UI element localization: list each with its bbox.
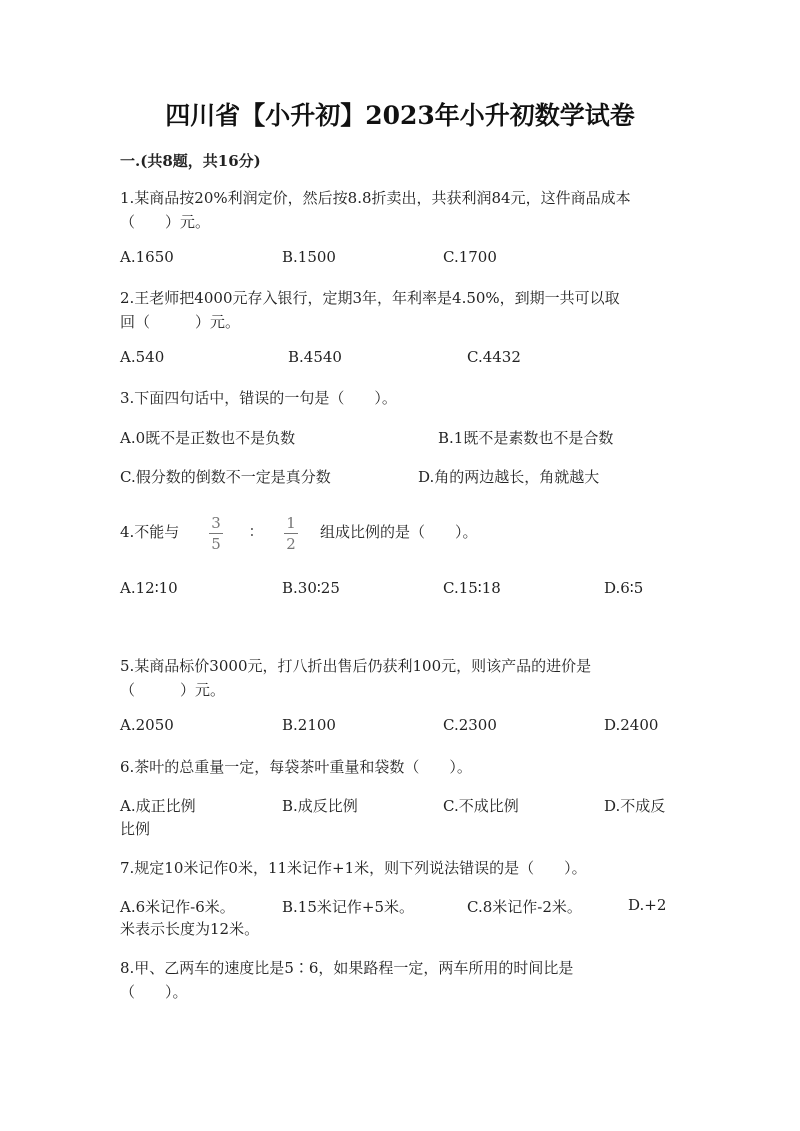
fraction-2-bar <box>284 533 298 534</box>
question-1-line2: （ ）元。 <box>120 213 211 231</box>
question-4-option-d[interactable]: D.6∶5 <box>604 579 644 597</box>
question-4-prefix: 4.不能与 <box>120 523 180 541</box>
question-7-option-d[interactable]: D.+2 <box>628 896 667 914</box>
question-3-option-d[interactable]: D.角的两边越长，角就越大 <box>418 468 600 486</box>
question-6-option-b[interactable]: B.成反比例 <box>282 797 358 815</box>
page-title: 四川省【小升初】2023年小升初数学试卷 <box>165 101 635 130</box>
fraction-2-numerator: 1 <box>286 514 296 532</box>
question-6-option-d-wrap: 比例 <box>120 820 151 838</box>
question-7-option-d-wrap: 米表示长度为12米。 <box>120 920 260 938</box>
fraction-one-half <box>284 514 298 553</box>
question-1-options <box>120 248 680 272</box>
question-8 <box>120 956 680 1004</box>
question-2-options <box>120 348 680 372</box>
question-5 <box>120 654 680 702</box>
fraction-1-denominator: 5 <box>211 535 221 553</box>
question-4 <box>120 514 680 560</box>
question-5-option-a[interactable]: A.2050 <box>120 716 174 734</box>
question-6-options <box>120 795 680 819</box>
question-6-option-a[interactable]: A.成正比例 <box>120 797 196 815</box>
question-5-option-b[interactable]: B.2100 <box>282 716 336 734</box>
fraction-2-denominator: 2 <box>286 535 296 553</box>
question-5-option-d[interactable]: D.2400 <box>604 716 659 734</box>
question-4-option-a[interactable]: A.12∶10 <box>120 579 178 597</box>
question-7-option-c[interactable]: C.8米记作-2米。 <box>467 898 582 916</box>
question-5-line2: （ ）元。 <box>120 681 226 699</box>
question-1-line1: 1.某商品按20%利润定价，然后按8.8折卖出，共获利润84元，这件商品成本 <box>120 189 631 207</box>
fraction-1-numerator: 3 <box>211 514 221 532</box>
fraction-three-fifths <box>209 514 223 553</box>
question-6-line1: 6.茶叶的总重量一定，每袋茶叶重量和袋数（ ）。 <box>120 758 472 776</box>
fraction-1-bar <box>209 533 223 534</box>
section-header: 一.(共8题，共16分) <box>120 152 261 170</box>
question-6 <box>120 755 680 779</box>
question-7-line1: 7.规定10米记作0米，11米记作+1米，则下列说法错误的是（ ）。 <box>120 859 587 877</box>
question-5-options <box>120 716 680 740</box>
question-2-line1: 2.王老师把4000元存入银行，定期3年，年利率是4.50%，到期一共可以取 <box>120 289 620 307</box>
question-3-option-a[interactable]: A.0既不是正数也不是负数 <box>120 429 296 447</box>
question-2-option-b[interactable]: B.4540 <box>288 348 342 366</box>
question-4-options <box>120 579 680 603</box>
question-1-option-b[interactable]: B.1500 <box>282 248 336 266</box>
question-3-line1: 3.下面四句话中，错误的一句是（ ）。 <box>120 389 397 407</box>
question-2 <box>120 286 680 334</box>
question-2-option-c[interactable]: C.4432 <box>467 348 521 366</box>
question-3 <box>120 386 680 410</box>
question-3-options-row1 <box>120 427 680 451</box>
question-5-option-c[interactable]: C.2300 <box>443 716 497 734</box>
question-4-option-c[interactable]: C.15∶18 <box>443 579 501 597</box>
question-7-option-a[interactable]: A.6米记作-6米。 <box>120 898 235 916</box>
question-1 <box>120 186 680 234</box>
question-8-line2: （ ）。 <box>120 983 188 1001</box>
question-7 <box>120 856 680 880</box>
question-6-option-c[interactable]: C.不成比例 <box>443 797 519 815</box>
question-4-option-b[interactable]: B.30∶25 <box>282 579 340 597</box>
question-2-line2: 回（ ）元。 <box>120 313 241 331</box>
question-1-option-a[interactable]: A.1650 <box>120 248 174 266</box>
question-3-option-c[interactable]: C.假分数的倒数不一定是真分数 <box>120 468 331 486</box>
question-3-option-b[interactable]: B.1既不是素数也不是合数 <box>438 429 614 447</box>
question-7-option-b[interactable]: B.15米记作+5米。 <box>282 898 414 916</box>
question-1-option-c[interactable]: C.1700 <box>443 248 497 266</box>
question-5-line1: 5.某商品标价3000元，打八折出售后仍获利100元，则该产品的进价是 <box>120 657 592 675</box>
question-2-option-a[interactable]: A.540 <box>120 348 165 366</box>
ratio-colon: ∶ <box>250 523 254 541</box>
question-4-suffix: 组成比例的是（ ）。 <box>320 523 478 541</box>
question-8-line1: 8.甲、乙两车的速度比是5∶6，如果路程一定，两车所用的时间比是 <box>120 959 574 977</box>
question-3-options-row2 <box>120 466 680 490</box>
question-6-option-d[interactable]: D.不成反 <box>604 797 666 815</box>
